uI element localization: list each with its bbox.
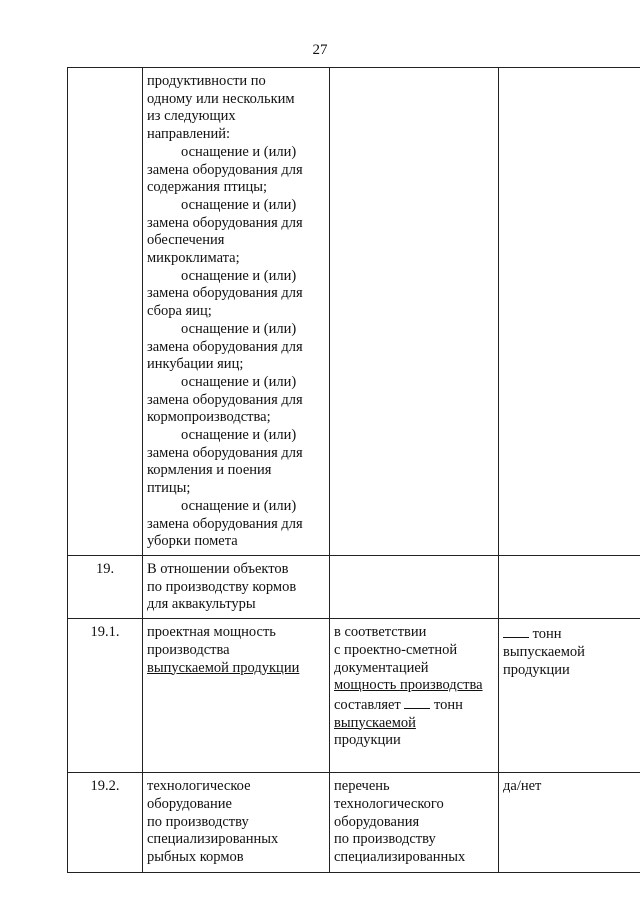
text-line: оснащение и (или) — [181, 267, 297, 284]
text-line: выпускаемой — [334, 714, 416, 731]
value-cell — [499, 773, 640, 873]
description-cell — [143, 773, 330, 873]
text-line: проектная мощность — [147, 624, 276, 641]
text-line: специализированных — [334, 848, 466, 865]
text-line: содержания птицы; — [147, 179, 267, 196]
value-cell — [499, 555, 640, 618]
text-line: для аквакультуры — [147, 596, 256, 613]
text-line: оснащение и (или) — [181, 373, 297, 390]
requirements-table — [67, 67, 640, 873]
table-row — [68, 619, 640, 773]
text-line: оснащение и (или) — [181, 427, 297, 444]
text-line: по производству — [334, 831, 436, 848]
text-line: технологического — [334, 795, 444, 812]
text-line: замена оборудования для — [147, 338, 303, 355]
text-line: замена оборудования для — [147, 214, 303, 231]
text-fragment: тонн — [532, 626, 562, 643]
text-line: сбора яиц; — [147, 303, 212, 320]
text-line: замена оборудования для — [147, 515, 303, 532]
criteria-cell — [330, 619, 499, 773]
text-line: замена оборудования для — [147, 285, 303, 302]
row-number-cell: 19. — [68, 555, 143, 618]
text-line: направлений: — [147, 126, 231, 143]
table-row — [68, 555, 640, 618]
text-line: в соответствии — [334, 624, 427, 641]
text-line: по производству — [147, 813, 249, 830]
value-cell — [499, 68, 640, 556]
row-number-cell: 19.1. — [68, 619, 143, 773]
text-line: с проектно-сметной — [334, 641, 458, 658]
row-number-cell: 19.2. — [68, 773, 143, 873]
table-row — [68, 68, 640, 556]
text-line: обеспечения — [147, 232, 225, 249]
text-line: кормления и поения — [147, 462, 272, 479]
text-line: из следующих — [147, 108, 236, 125]
criteria-cell — [330, 773, 499, 873]
text-fragment: составляет — [334, 696, 401, 713]
fill-in-blank — [503, 624, 529, 638]
text-line: микроклимата; — [147, 250, 240, 267]
text-line: кормопроизводства; — [147, 409, 271, 426]
text-line: мощность производства — [334, 677, 483, 694]
text-fragment: тонн — [434, 696, 463, 713]
text-line: специализированных — [147, 831, 279, 848]
description-cell — [143, 555, 330, 618]
text-line: инкубации яиц; — [147, 356, 244, 373]
text-line: оборудование — [147, 795, 232, 812]
table-row — [68, 773, 640, 873]
text-line: выпускаемой продукции — [147, 659, 300, 676]
criteria-cell — [330, 555, 499, 618]
text-line: продукции — [503, 661, 570, 678]
text-line: замена оборудования для — [147, 444, 303, 461]
text-line: птицы; — [147, 480, 191, 497]
text-line — [503, 624, 637, 644]
text-line: технологическое — [147, 778, 251, 795]
text-line: документацией — [334, 659, 429, 676]
text-line: рыбных кормов — [147, 848, 244, 865]
text-line: оснащение и (или) — [181, 196, 297, 213]
text-line: перечень — [334, 778, 390, 795]
text-line: оснащение и (или) — [181, 497, 297, 514]
text-line — [334, 695, 494, 715]
text-line: замена оборудования для — [147, 391, 303, 408]
description-cell — [143, 619, 330, 773]
text-line: оснащение и (или) — [181, 320, 297, 337]
criteria-cell — [330, 68, 499, 556]
value-cell — [499, 619, 640, 773]
description-cell — [143, 68, 330, 556]
text-line: В отношении объектов — [147, 560, 289, 577]
text-line: оснащение и (или) — [181, 143, 297, 160]
page-number: 27 — [312, 42, 328, 58]
text-line: продуктивности по — [147, 73, 266, 89]
row-number-cell — [68, 68, 143, 556]
text-line: продукции — [334, 732, 401, 749]
fill-in-blank — [404, 695, 430, 709]
text-line: да/нет — [503, 778, 542, 795]
text-line: уборки помета — [147, 533, 238, 550]
text-line: замена оборудования для — [147, 161, 303, 178]
text-line: одному или нескольким — [147, 90, 295, 107]
text-line: по производству кормов — [147, 578, 297, 595]
text-line: выпускаемой — [503, 643, 585, 660]
text-line: оборудования — [334, 813, 420, 830]
text-line: производства — [147, 641, 230, 658]
